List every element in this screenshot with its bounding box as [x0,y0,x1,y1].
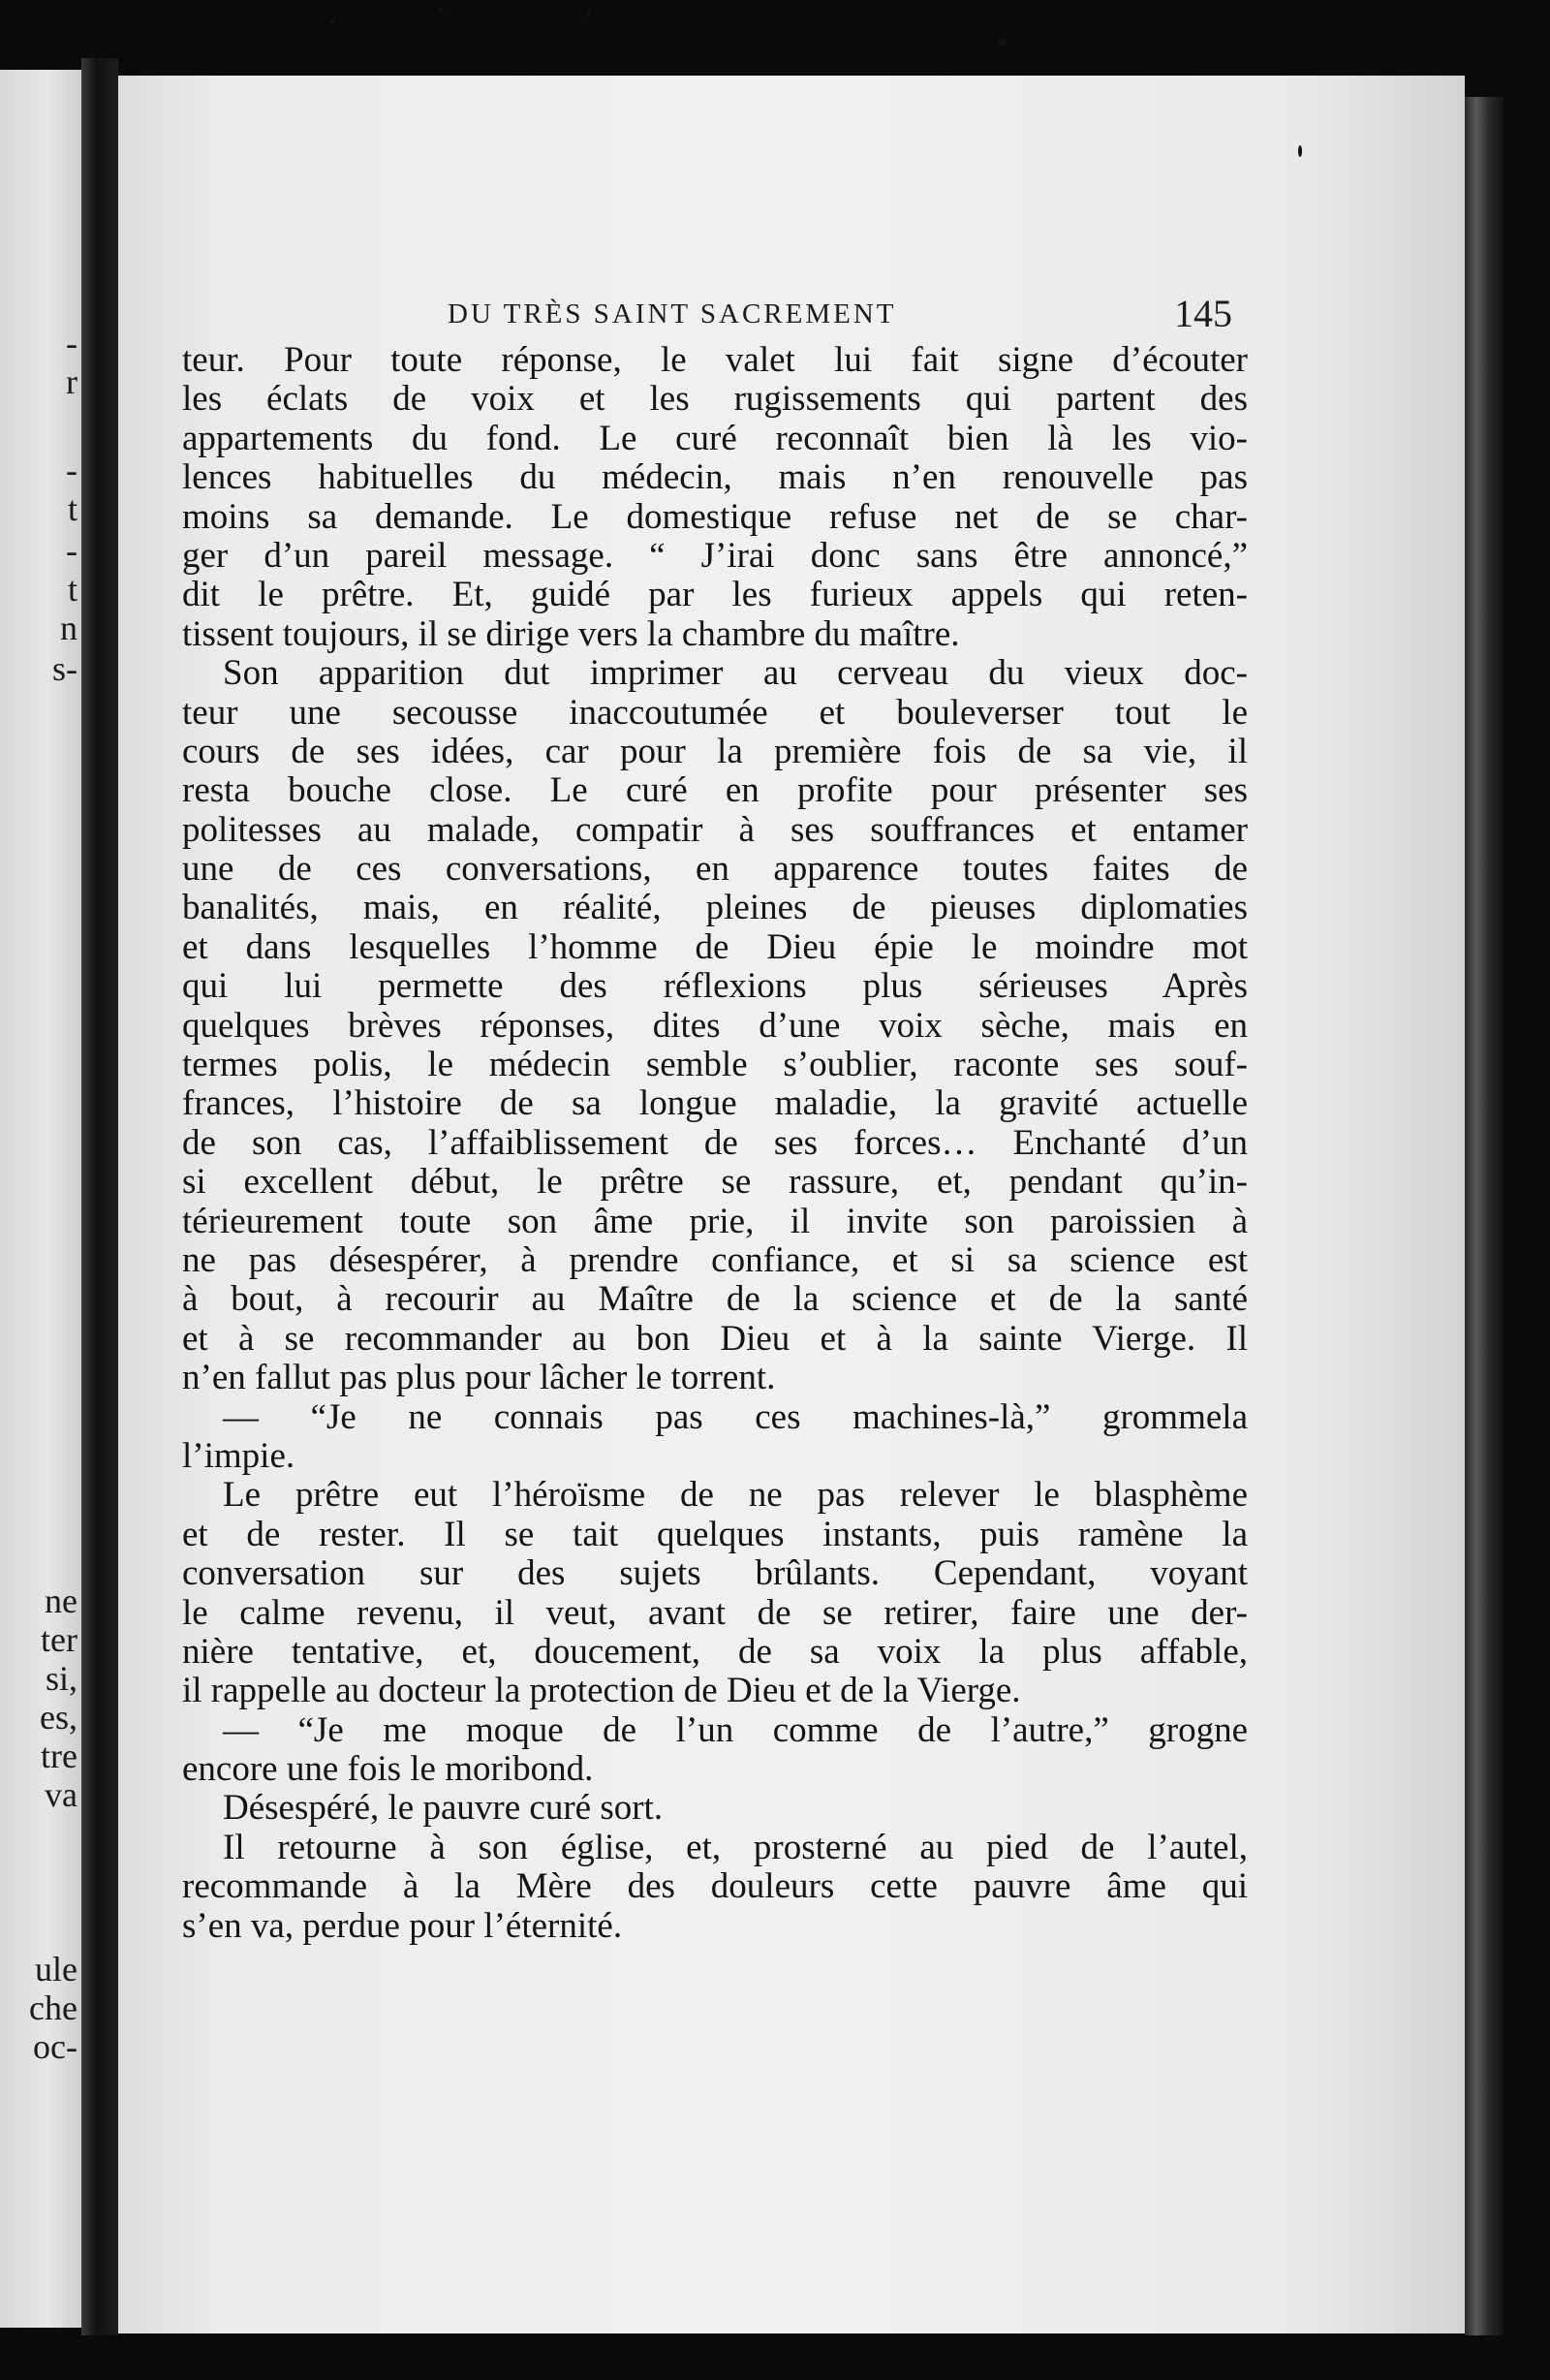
text-line: banalités, mais, en réalité, pleines de pieuses diplomaties [182,888,1248,928]
text-line: l’impie. [182,1435,295,1476]
text-line: Le prêtre eut l’héroïsme de ne pas relever le blasphème [223,1475,1248,1516]
text-line: moins sa demande. Le domestique refuse net de se char- [182,496,1248,537]
running-head: DU TRÈS SAINT SACREMENT [448,298,897,329]
text-line: ger d’un pareil message. “ J’irai donc sans être annoncé,” [182,535,1248,576]
text-line: térieurement toute son âme prie, il invite son paroissien à [182,1201,1248,1241]
text-line: une de ces conversations, en apparence toutes faites de [182,849,1248,890]
text-line: si excellent début, le prêtre se rassure, et, pendant qu’in- [182,1162,1248,1203]
text-line: les éclats de voix et les rugissements qui partent des [182,379,1248,420]
left-page-fragment: - [66,451,78,489]
text-line: frances, l’histoire de sa longue maladie, la gravité actuelle [182,1083,1248,1124]
dust-speck [586,10,591,16]
text-line: nière tentative, et, doucement, de sa voix la plus affable, [182,1631,1248,1672]
text-line: le calme revenu, il veut, avant de se retirer, faire une der- [182,1592,1248,1633]
text-line: ne pas désespérer, à prendre confiance, et si sa science est [182,1239,1248,1280]
left-page-fragment: ne [45,1581,78,1620]
left-page-fragment: es, [40,1698,78,1737]
text-line: teur. Pour toute réponse, le valet lui fait signe d’écouter [182,340,1248,380]
left-page-fragment: ter [41,1620,78,1659]
text-line: Son apparition dut imprimer au cerveau du vieux doc- [223,653,1248,694]
text-line: n’en fallut pas plus pour lâcher le torrent. [182,1358,776,1398]
left-page-fragment: si, [45,1659,78,1698]
text-line: appartements du fond. Le curé reconnaît bien là les vio- [182,418,1248,458]
left-page-fragment: s- [52,649,78,688]
text-line: cours de ses idées, car pour la première fois de sa vie, il [182,731,1248,771]
text-line: dit le prêtre. Et, guidé par les furieux appels qui reten- [182,575,1248,615]
left-page-fragment: - [66,324,78,362]
dust-speck [436,8,444,12]
left-page-fragment: che [29,1989,78,2027]
book-page [118,76,1465,2333]
left-page-fragment: r [66,362,78,401]
text-line: et dans lesquelles l’homme de Dieu épie le moindre mot [182,926,1248,967]
left-page-fragment: - [66,531,78,570]
text-line: de son cas, l’affaiblissement de ses forces… Enchanté d’un [182,1122,1248,1163]
dust-speck [1298,145,1302,157]
text-line: conversation sur des sujets brûlants. Cependant, voyant [182,1553,1248,1594]
text-line: tissent toujours, il se dirige vers la chambre du maître. [182,613,960,654]
left-page-fragment: tre [41,1737,78,1775]
left-page-fragment: t [67,489,78,528]
text-line: resta bouche close. Le curé en profite pour présenter ses [182,770,1248,811]
left-page-fragment: n [60,609,78,647]
text-line: quelques brèves réponses, dites d’une voix sèche, mais en [182,1005,1248,1046]
left-page-fragment: ule [35,1950,78,1989]
text-line: qui lui permette des réflexions plus sérieuses Après [182,966,1248,1007]
book-gutter [81,58,118,2335]
left-page-fragment: va [45,1775,78,1814]
text-line: Désespéré, le pauvre curé sort. [223,1788,664,1829]
text-line: et à se recommander au bon Dieu et à la sainte Vierge. Il [182,1318,1248,1359]
text-line: encore une fois le moribond. [182,1749,594,1790]
text-line: recommande à la Mère des douleurs cette pauvre âme qui [182,1866,1248,1907]
left-page-fragment: t [67,570,78,609]
text-line: s’en va, perdue pour l’éternité. [182,1905,623,1946]
text-line: lences habituelles du médecin, mais n’en renouvelle pas [182,457,1248,498]
dust-speck [329,17,335,23]
text-line: à bout, à recourir au Maître de la science et de la santé [182,1279,1248,1320]
text-line: — “Je ne connais pas ces machines-là,” grommela [223,1396,1248,1437]
text-line: Il retourne à son église, et, prosterné au pied de l’autel, [223,1827,1248,1867]
text-line: politesses au malade, compatir à ses souffrances et entamer [182,809,1248,850]
text-line: teur une secousse inaccoutumée et bouleverser tout le [182,692,1248,733]
left-page-fragment: oc- [33,2027,78,2066]
body-text [182,341,1248,1946]
previous-page-edge [0,70,81,2328]
text-line: et de rester. Il se tait quelques instants, puis ramène la [182,1514,1248,1554]
text-line: il rappelle au docteur la protection de Dieu et de la Vierge. [182,1671,1021,1711]
text-line: — “Je me moque de l’un comme de l’autre,” grogne [223,1709,1248,1750]
dust-speck [998,39,1008,47]
page-number: 145 [1174,292,1232,335]
text-line: termes polis, le médecin semble s’oublier, raconte ses souf- [182,1045,1248,1085]
page-stack-edge [1465,97,1504,2335]
